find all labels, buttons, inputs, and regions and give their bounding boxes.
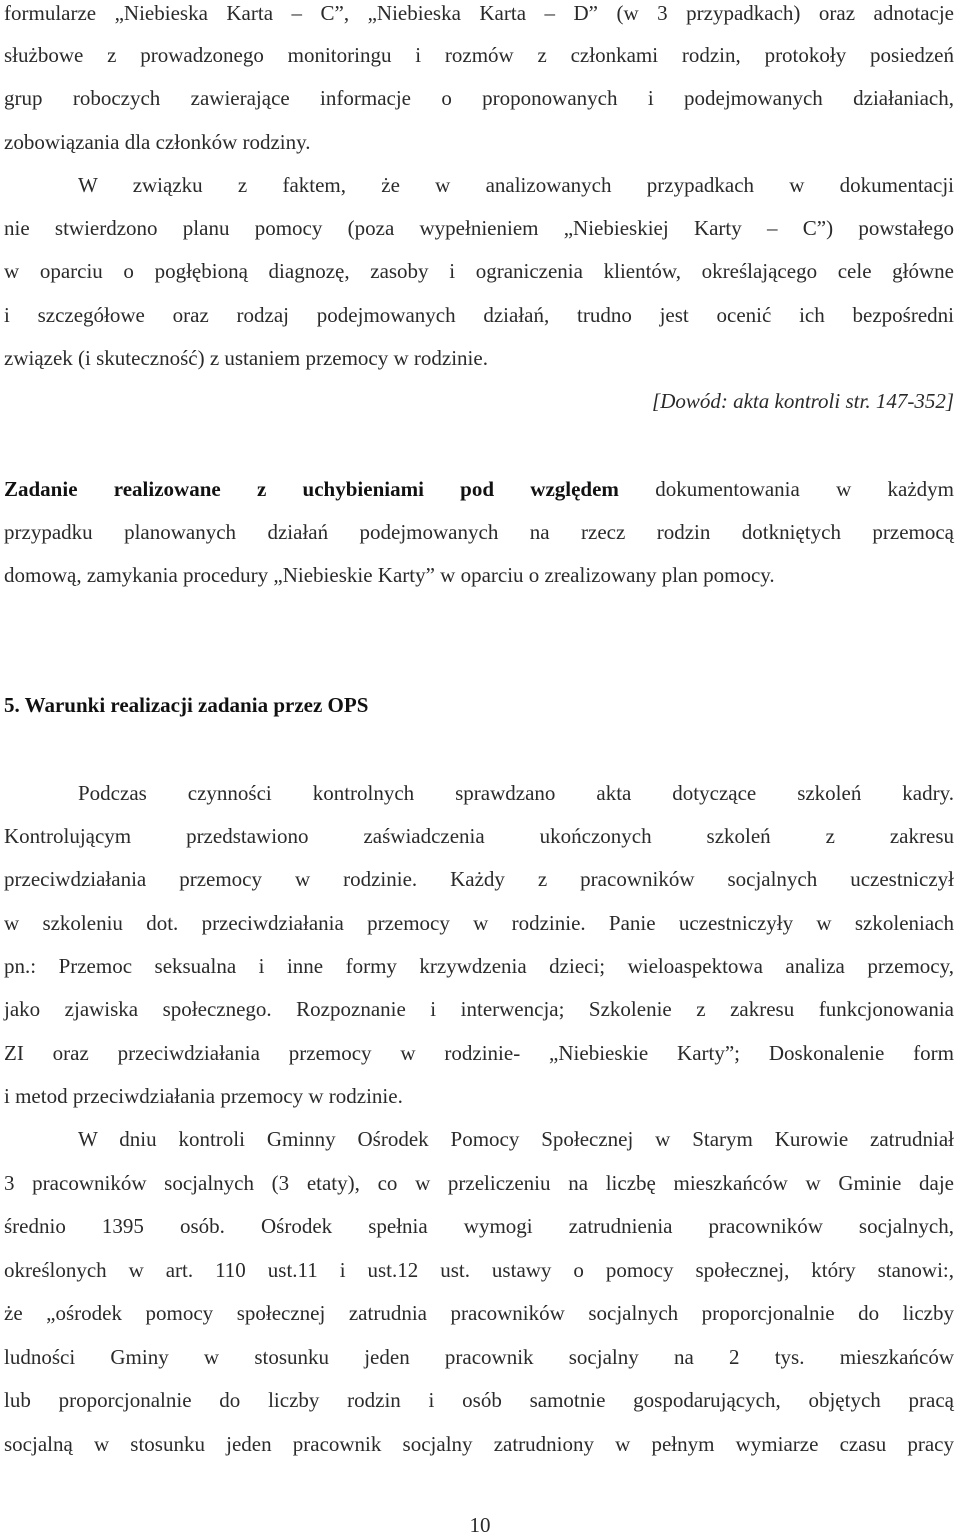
paragraph-line: W dniu kontroli Gminny Ośrodek Pomocy Społecznej w Starym Kurowie zatrudniał bbox=[78, 1127, 954, 1151]
paragraph-line: lub proporcjonalnie do liczby rodzin i osób samotnie gospodarujących, objętych pracą bbox=[4, 1388, 954, 1412]
paragraph-line: i metod przeciwdziałania przemocy w rodzinie. bbox=[4, 1084, 403, 1108]
assessment-line bbox=[4, 476, 954, 502]
paragraph-line: w szkoleniu dot. przeciwdziałania przemocy w rodzinie. Panie uczestniczyły w szkoleniach bbox=[4, 911, 954, 935]
paragraph-line: Kontrolującym przedstawiono zaświadczenia ukończonych szkoleń z zakresu bbox=[4, 824, 954, 848]
paragraph-line: pn.: Przemoc seksualna i inne formy krzywdzenia dzieci; wieloaspektowa analiza przemocy, bbox=[4, 954, 954, 978]
paragraph-line: W związku z faktem, że w analizowanych przypadkach w dokumentacji bbox=[78, 173, 954, 197]
paragraph-line: socjalną w stosunku jeden pracownik socjalny zatrudniony w pełnym wymiarze czasu pracy bbox=[4, 1432, 954, 1456]
paragraph-line: ludności Gminy w stosunku jeden pracownik socjalny na 2 tys. mieszkańców bbox=[4, 1345, 954, 1369]
paragraph-line: w oparciu o pogłębioną diagnozę, zasoby i ograniczenia klientów, określającego cele główne bbox=[4, 259, 954, 283]
paragraph-line: przeciwdziałania przemocy w rodzinie. Każdy z pracowników socjalnych uczestniczył bbox=[4, 867, 954, 891]
paragraph-line: jako zjawiska społecznego. Rozpoznanie i interwencja; Szkolenie z zakresu funkcjonowania bbox=[4, 997, 954, 1021]
assessment-line: domową, zamykania procedury „Niebieskie Karty” w oparciu o zrealizowany plan pomocy. bbox=[4, 563, 775, 587]
paragraph-line: zobowiązania dla członków rodziny. bbox=[4, 130, 311, 154]
paragraph-line: że „ośrodek pomocy społecznej zatrudnia pracowników socjalnych proporcjonalnie do liczby bbox=[4, 1301, 954, 1325]
section-heading: 5. Warunki realizacji zadania przez OPS bbox=[4, 693, 369, 717]
paragraph-line: określonych w art. 110 ust.11 i ust.12 ust. ustawy o pomocy społecznej, który stanowi:, bbox=[4, 1258, 954, 1282]
paragraph-line: związek (i skuteczność) z ustaniem przemocy w rodzinie. bbox=[4, 346, 488, 370]
paragraph-line: grup roboczych zawierające informacje o proponowanych i podejmowanych działaniach, bbox=[4, 86, 954, 110]
assessment-line: przypadku planowanych działań podejmowanych na rzecz rodzin dotkniętych przemocą bbox=[4, 520, 954, 544]
paragraph-line: nie stwierdzono planu pomocy (poza wypełnieniem „Niebieskiej Karty – C”) powstałego bbox=[4, 216, 954, 240]
paragraph-line: formularze „Niebieska Karta – C”, „Niebieska Karta – D” (w 3 przypadkach) oraz adnotacje bbox=[4, 1, 954, 25]
assessment-bold-lead: Zadanie realizowane z uchybieniami pod względem bbox=[4, 477, 619, 501]
paragraph-line: Podczas czynności kontrolnych sprawdzano akta dotyczące szkoleń kadry. bbox=[78, 781, 954, 805]
paragraph-line: 3 pracowników socjalnych (3 etaty), co w przeliczeniu na liczbę mieszkańców w Gminie daje bbox=[4, 1171, 954, 1195]
page-number: 10 bbox=[469, 1513, 491, 1537]
paragraph-line: służbowe z prowadzonego monitoringu i rozmów z członkami rodzin, protokoły posiedzeń bbox=[4, 43, 954, 67]
evidence-reference: [Dowód: akta kontroli str. 147-352] bbox=[652, 389, 954, 413]
paragraph-line: średnio 1395 osób. Ośrodek spełnia wymogi zatrudnienia pracowników socjalnych, bbox=[4, 1214, 954, 1238]
paragraph-line: ZI oraz przeciwdziałania przemocy w rodzinie- „Niebieskie Karty”; Doskonalenie form bbox=[4, 1041, 954, 1065]
assessment-line-rest: dokumentowania w każdym bbox=[655, 477, 955, 501]
paragraph-line: i szczegółowe oraz rodzaj podejmowanych działań, trudno jest ocenić ich bezpośredni bbox=[4, 303, 954, 327]
